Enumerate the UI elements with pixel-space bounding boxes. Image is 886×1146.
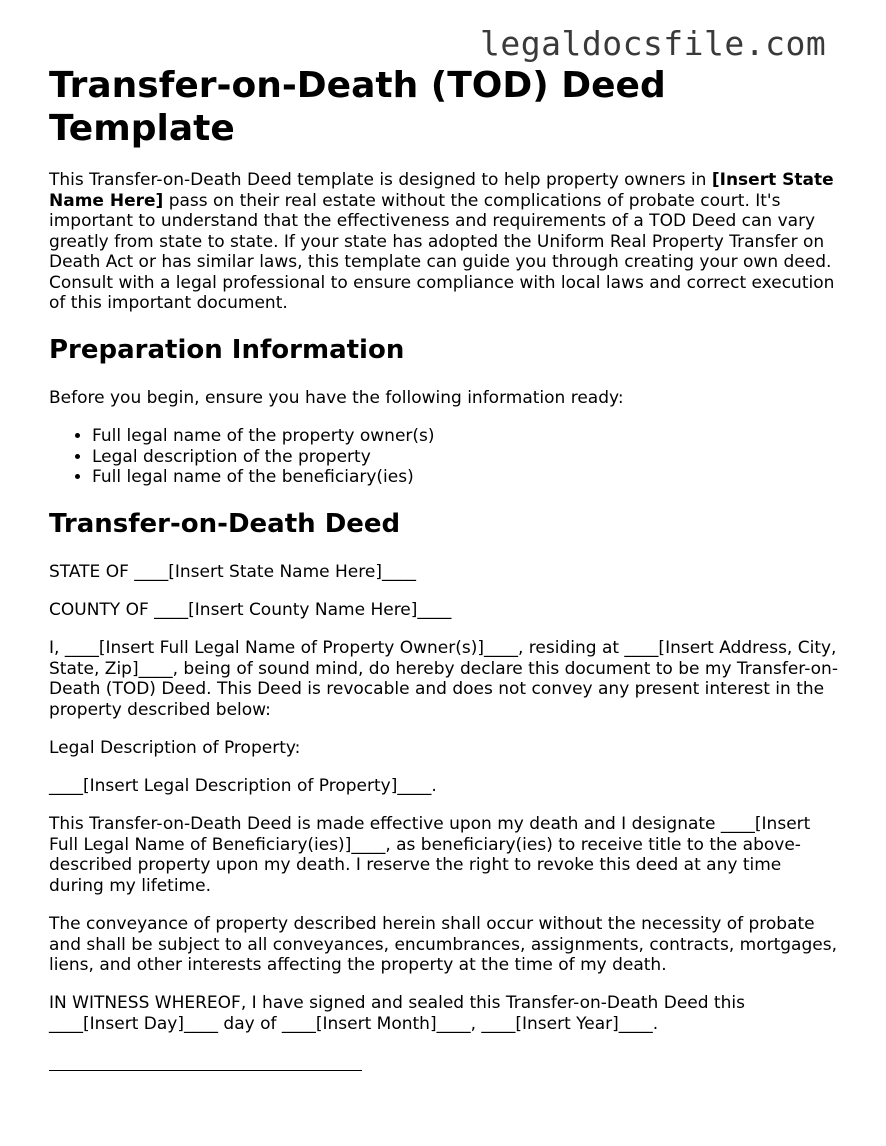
- legal-description-label: Legal Description of Property:: [49, 738, 301, 758]
- conveyance-paragraph: The conveyance of property described herein shall occur without the necessity of probate and shall be subject to all conveyances, encumbrances, assignments, contracts, mortgages, liens, and other interests affecting the property at the time of my death.: [49, 914, 837, 975]
- intro-text-after: pass on their real estate without the complications of probate court. It's important to understand that the effectiveness and requirements of a TOD Deed can vary greatly from state to state. If your state has adopted the Uniform Real Property Transfer on Death Act or has similar laws, this template can guide you through creating your own deed. Consult with a legal professional to ensure compliance with local laws and correct execution of this important document.: [49, 190, 835, 313]
- watermark: legaldocsfile.com: [480, 24, 827, 63]
- preparation-list: [49, 426, 882, 488]
- list-item: • Full legal name of the property owner(s): [92, 426, 882, 447]
- preparation-lead: Before you begin, ensure you have the following information ready:: [49, 388, 624, 408]
- county-line: COUNTY OF ____[Insert County Name Here]____: [49, 600, 452, 620]
- effective-paragraph: This Transfer-on-Death Deed is made effective upon my death and I designate ____[Insert Full Legal Name of Beneficiary(ies)]____, as beneficiary(ies) to receive title to the above-described property upon my death. I reserve the right to revoke this deed at any time during my lifetime.: [49, 814, 811, 896]
- witness-paragraph: IN WITNESS WHEREOF, I have signed and sealed this Transfer-on-Death Deed this ____[Insert Day]____ day of ____[Insert Month]____, ____[Insert Year]____.: [49, 993, 745, 1034]
- signature-line: [49, 1070, 362, 1071]
- legal-description-value: ____[Insert Legal Description of Property]____.: [49, 776, 437, 796]
- intro-paragraph: [49, 170, 839, 314]
- intro-text-before: This Transfer-on-Death Deed template is designed to help property owners in: [49, 170, 712, 190]
- list-item: • Full legal name of the beneficiary(ies): [92, 467, 882, 488]
- state-line: STATE OF ____[Insert State Name Here]____: [49, 562, 416, 582]
- deed-heading: Transfer-on-Death Deed: [49, 509, 401, 539]
- intro-state-placeholder: [Insert State Name Here]: [49, 170, 834, 211]
- page-title: Transfer-on-Death (TOD) Deed Template: [49, 65, 666, 149]
- list-item: • Legal description of the property: [92, 447, 882, 468]
- preparation-heading: Preparation Information: [49, 335, 405, 365]
- declaration-paragraph: I, ____[Insert Full Legal Name of Property Owner(s)]____, residing at ____[Insert Address, City, State, Zip]____, being of sound mind, do hereby declare this document to be my Transfer-on-Death (TOD) Deed. This Deed is revocable and does not convey any present interest in the property described below:: [49, 638, 838, 720]
